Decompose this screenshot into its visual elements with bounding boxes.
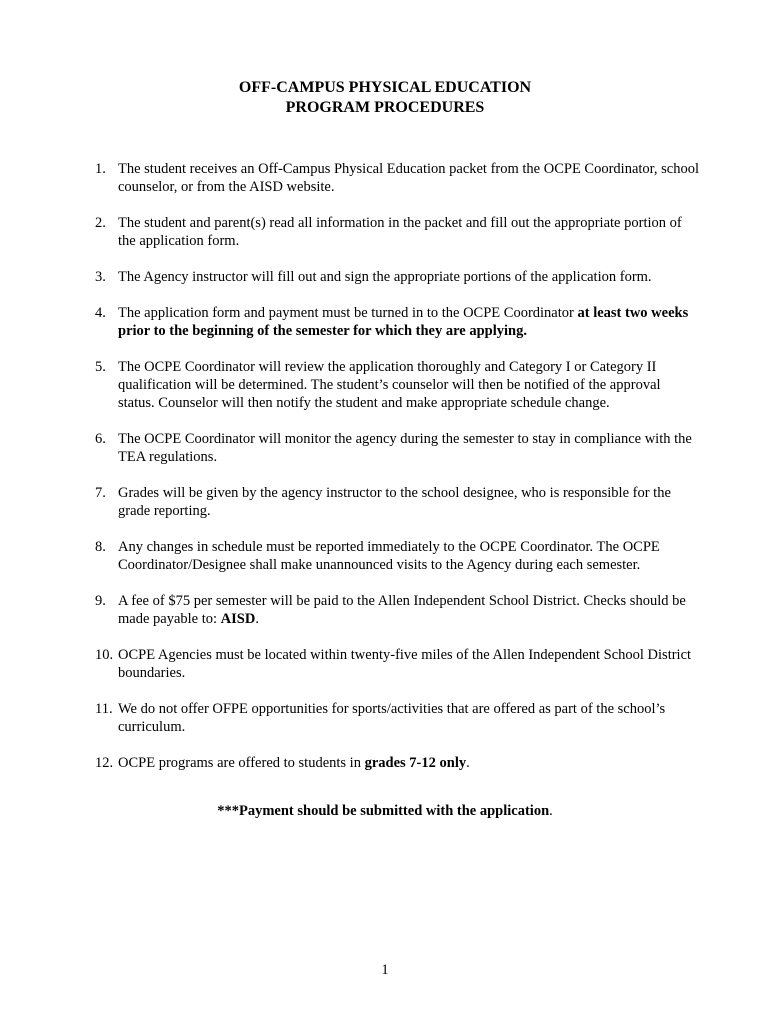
procedure-item	[0, 484, 700, 520]
procedure-item-text: OCPE programs are offered to students in	[118, 755, 365, 771]
procedure-item	[0, 754, 700, 772]
procedure-item-text: The student and parent(s) read all information in the packet and fill out the appropriate portion of the application form.	[118, 215, 682, 249]
procedure-item-text: .	[255, 611, 259, 627]
procedure-item-number: 12.	[95, 755, 114, 771]
payment-note-bold: ***Payment should be submitted with the application	[217, 803, 550, 819]
procedure-item	[0, 214, 700, 250]
procedure-item-number: 2.	[95, 215, 106, 231]
procedure-item-bold-text: AISD	[220, 611, 256, 627]
procedure-item	[0, 268, 700, 286]
procedure-item	[0, 430, 700, 466]
procedure-item-number: 11.	[95, 701, 113, 717]
procedure-item	[0, 538, 700, 574]
procedure-item	[0, 160, 700, 196]
payment-note-tail: .	[549, 803, 553, 819]
procedure-item-text: The Agency instructor will fill out and sign the appropriate portions of the application form.	[118, 269, 652, 285]
procedure-item-text: The OCPE Coordinator will review the application thoroughly and Category I or Category II qualification will be determined. The student’s counselor will then be notified of the approval status. Counselor will then notify the student and make appropriate schedule change.	[118, 359, 661, 411]
procedure-item-text: We do not offer OFPE opportunities for sports/activities that are offered as part of the school’s curriculum.	[118, 701, 666, 735]
procedure-item-number: 9.	[95, 593, 106, 609]
procedure-list	[0, 160, 770, 790]
procedure-item-number: 10.	[95, 647, 114, 663]
procedure-item-text: A fee of $75 per semester will be paid to the Allen Independent School District. Checks should be made payable to:	[118, 593, 686, 627]
procedure-item	[0, 700, 700, 736]
procedure-item-text: The student receives an Off-Campus Physical Education packet from the OCPE Coordinator, school counselor, or from the AISD website.	[118, 161, 700, 195]
procedure-item-bold-text: at least two weeks prior to the beginning of the semester for which they are applying.	[118, 305, 689, 339]
procedure-item-number: 8.	[95, 539, 106, 555]
document-title-line-1: OFF-CAMPUS PHYSICAL EDUCATION	[238, 79, 532, 96]
procedure-item-number: 7.	[95, 485, 106, 501]
page-number: 1	[381, 962, 389, 978]
procedure-item-text: Grades will be given by the agency instructor to the school designee, who is responsible for the grade reporting.	[118, 485, 671, 519]
procedure-item-number: 3.	[95, 269, 106, 285]
procedure-item-text: The application form and payment must be turned in to the OCPE Coordinator	[118, 305, 578, 321]
procedure-item-number: 5.	[95, 359, 106, 375]
procedure-item-text: The OCPE Coordinator will monitor the agency during the semester to stay in compliance with the TEA regulations.	[118, 431, 692, 465]
procedure-item-text: Any changes in schedule must be reported immediately to the OCPE Coordinator. The OCPE Coordinator/Designee shall make unannounced visits to the Agency during each semester.	[118, 539, 660, 573]
procedure-item-text: OCPE Agencies must be located within twenty-five miles of the Allen Independent School District boundaries.	[118, 647, 692, 681]
procedure-item	[0, 304, 700, 340]
procedure-item	[0, 358, 700, 412]
procedure-item	[0, 646, 700, 682]
procedure-item-number: 1.	[95, 161, 106, 177]
procedure-item-bold-text: grades 7-12 only	[364, 755, 467, 771]
procedure-item	[0, 592, 700, 628]
procedure-item-number: 6.	[95, 431, 106, 447]
payment-note	[0, 802, 770, 820]
procedure-item-number: 4.	[95, 305, 106, 321]
document-title-line-2: PROGRAM PROCEDURES	[285, 99, 485, 116]
procedure-item-text: .	[466, 755, 470, 771]
